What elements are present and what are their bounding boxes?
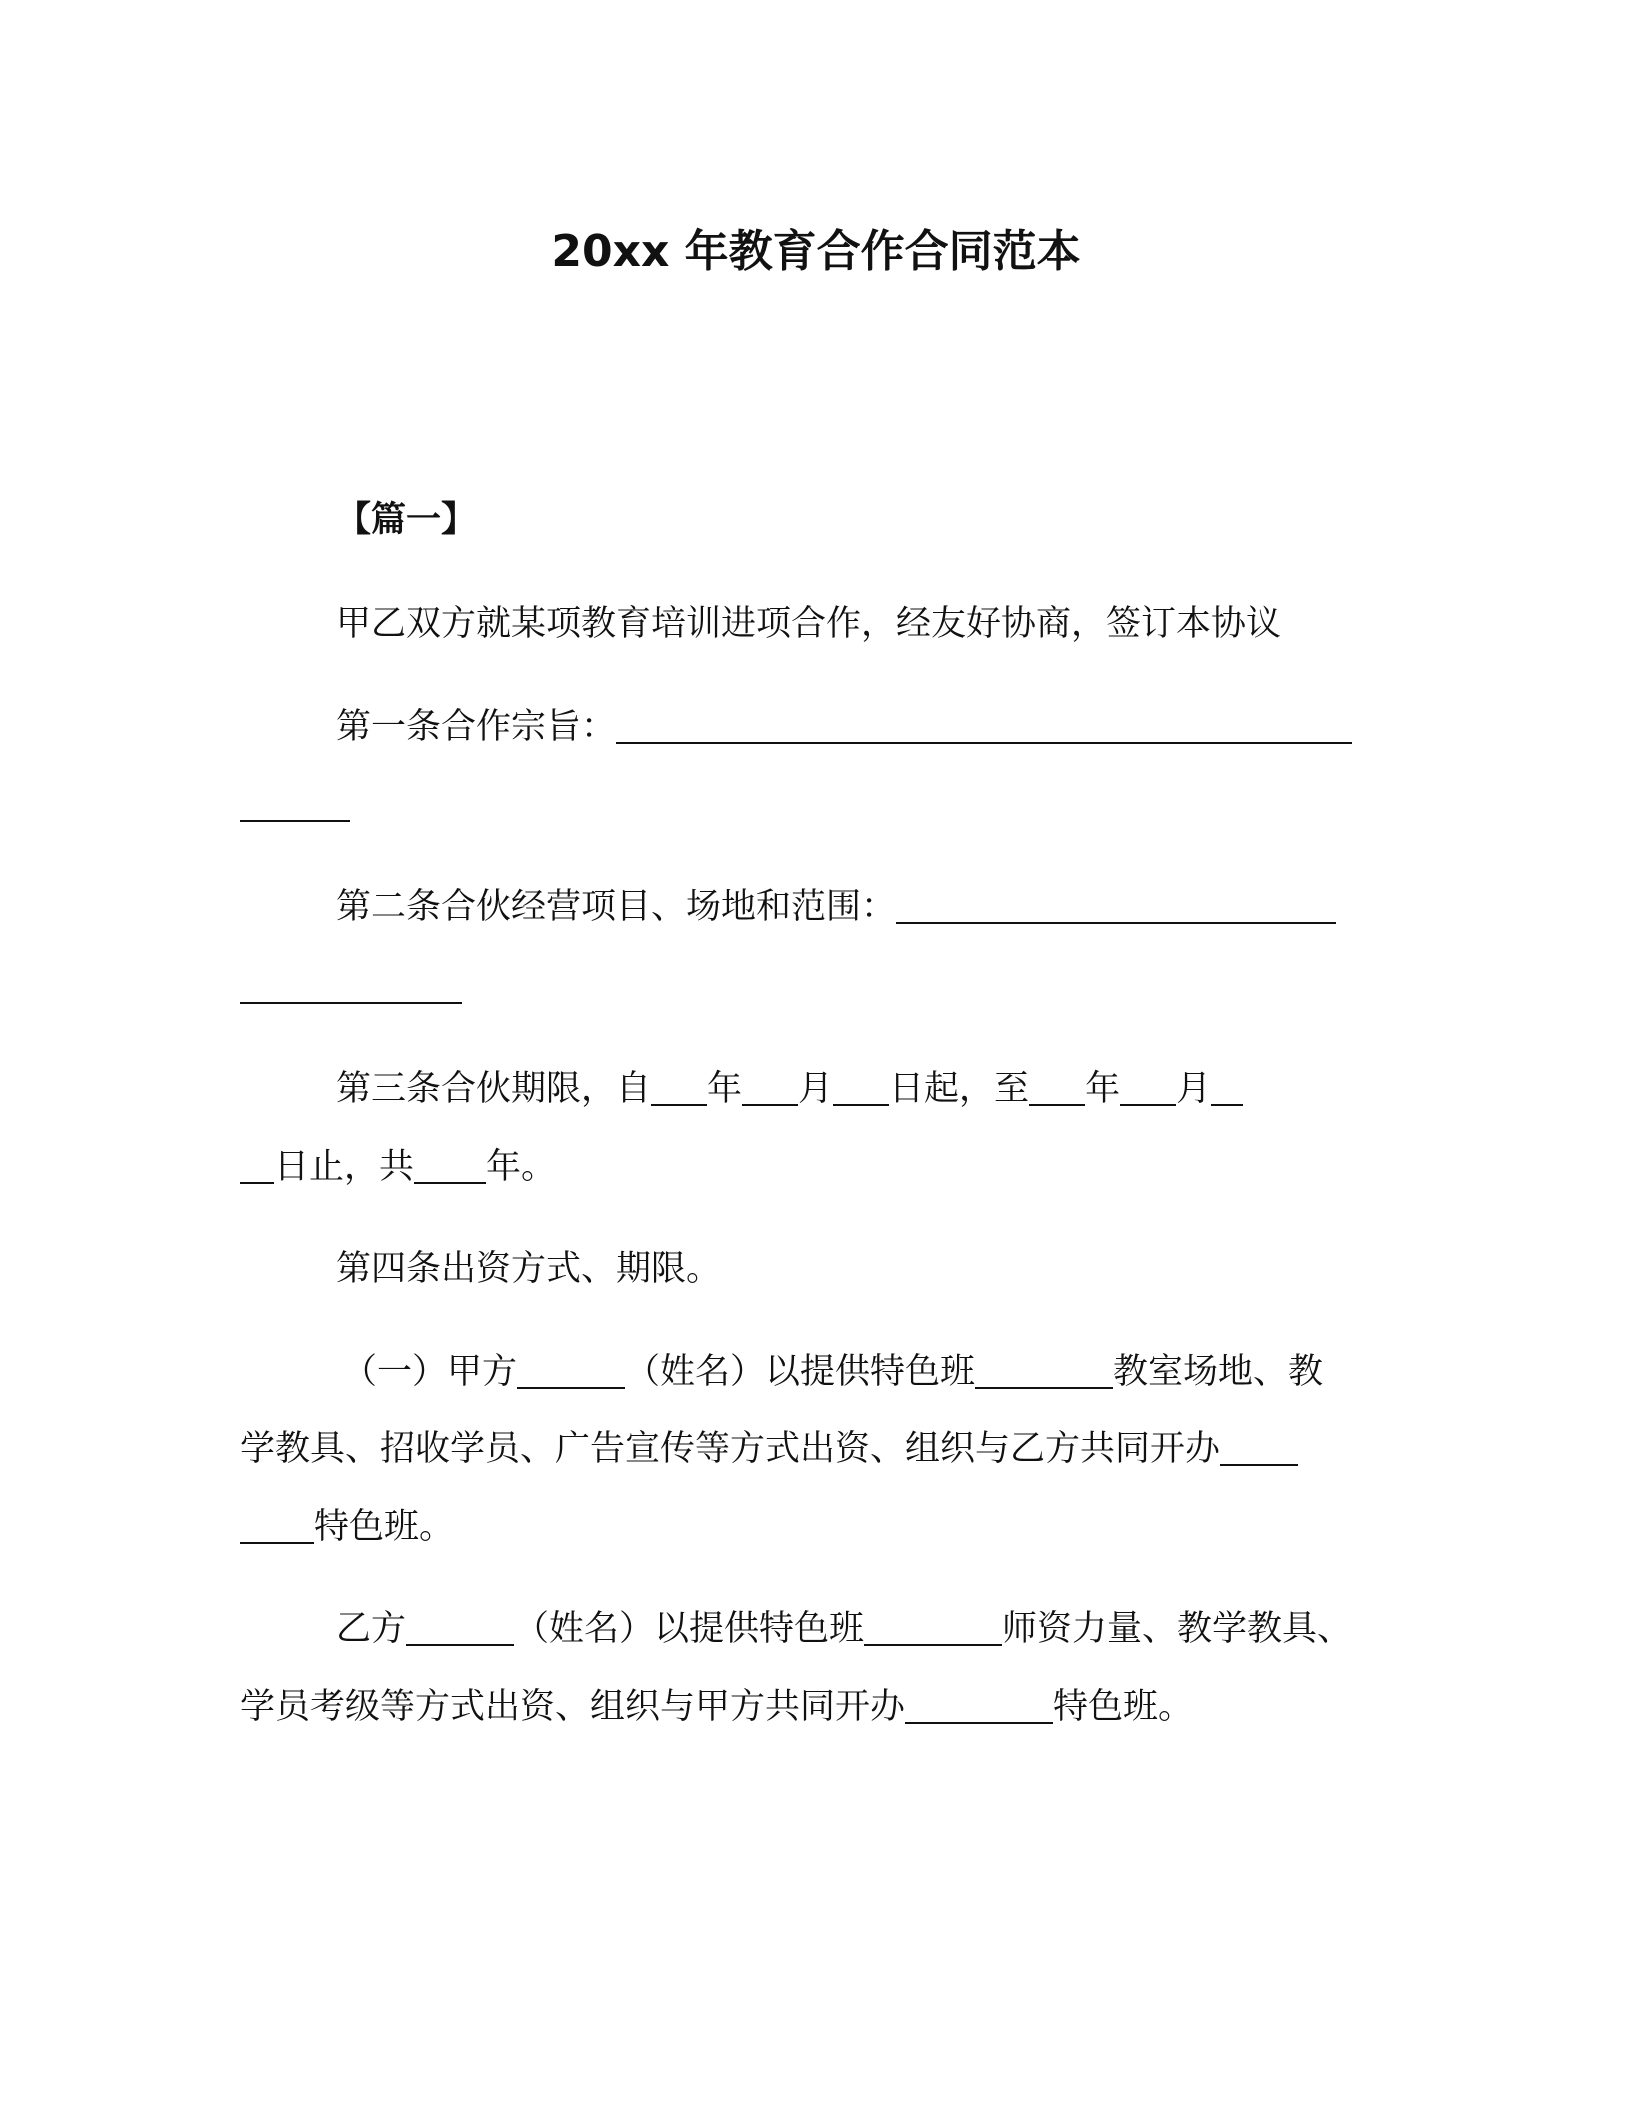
article-1-line-1 [336, 700, 1400, 754]
document-title: 20xx 年教育合作合同范本 [551, 226, 1081, 277]
clause-1-line-3 [240, 1500, 1400, 1554]
article-4-heading: 第四条出资方式、期限。 [336, 1249, 722, 1289]
end-day-blank [1211, 1070, 1243, 1106]
intro-paragraph: 甲乙双方就某项教育培训进项合作，经友好协商，签订本协议 [336, 604, 1282, 644]
clause-2-text-a: 乙方 [336, 1609, 407, 1649]
clause-2-line-1 [336, 1602, 1400, 1656]
article-2-blank [896, 888, 1336, 924]
joint-class-blank-cont [240, 1508, 314, 1544]
day-label: 日起，至 [889, 1069, 1030, 1109]
start-year-blank [651, 1070, 707, 1106]
article-3-line-1 [336, 1062, 1400, 1116]
end-month-blank [1120, 1070, 1176, 1106]
article-2-blank-cont [240, 968, 462, 1004]
month-label: 月 [798, 1069, 834, 1109]
article-3-text-2: 日止，共 [274, 1147, 415, 1187]
class-name-blank-2 [864, 1610, 1002, 1646]
section-heading: 【篇一】 [336, 500, 477, 540]
clause-1-line-1 [342, 1345, 1502, 1399]
article-1-label: 第一条合作宗旨： [336, 707, 617, 747]
article-1-line-2 [240, 778, 1400, 832]
end-day-blank-cont [240, 1148, 274, 1184]
start-month-blank [742, 1070, 798, 1106]
article-2-label: 第二条合伙经营项目、场地和范围： [336, 887, 897, 927]
clause-2-line-2 [240, 1680, 1400, 1734]
clause-2-text-c: 师资力量、教学教具、 [1002, 1609, 1353, 1649]
article-3-text-3: 年。 [486, 1147, 557, 1187]
start-day-blank [833, 1070, 889, 1106]
clause-1-text-c: 教室场地、教 [1113, 1352, 1324, 1392]
clause-2-text-b: （姓名）以提供特色班 [514, 1609, 865, 1649]
joint-class-blank-2 [905, 1688, 1053, 1724]
article-1-blank-cont [240, 786, 350, 822]
clause-1-text-e: 特色班。 [314, 1507, 455, 1547]
party-a-name-blank [517, 1353, 625, 1389]
article-3-line-2 [240, 1140, 1400, 1194]
year-label-2: 年 [1085, 1069, 1121, 1109]
clause-2-text-e: 特色班。 [1053, 1687, 1194, 1727]
end-year-blank [1029, 1070, 1085, 1106]
total-years-blank [414, 1148, 486, 1184]
clause-2-text-d: 学员考级等方式出资、组织与甲方共同开办 [240, 1687, 906, 1727]
year-label: 年 [707, 1069, 743, 1109]
article-1-blank [616, 708, 1352, 744]
month-label-2: 月 [1176, 1069, 1212, 1109]
article-2-line-2 [240, 960, 1400, 1014]
clause-1-text-d: 学教具、招收学员、广告宣传等方式出资、组织与乙方共同开办 [240, 1429, 1221, 1469]
clause-1-text-b: （姓名）以提供特色班 [625, 1352, 976, 1392]
clause-1-text-a: （一）甲方 [342, 1352, 518, 1392]
article-3-text: 第三条合伙期限，自 [336, 1069, 652, 1109]
class-name-blank [975, 1353, 1113, 1389]
clause-1-line-2 [240, 1422, 1400, 1476]
joint-class-blank [1220, 1430, 1298, 1466]
article-2-line-1 [336, 880, 1400, 934]
party-b-name-blank [406, 1610, 514, 1646]
